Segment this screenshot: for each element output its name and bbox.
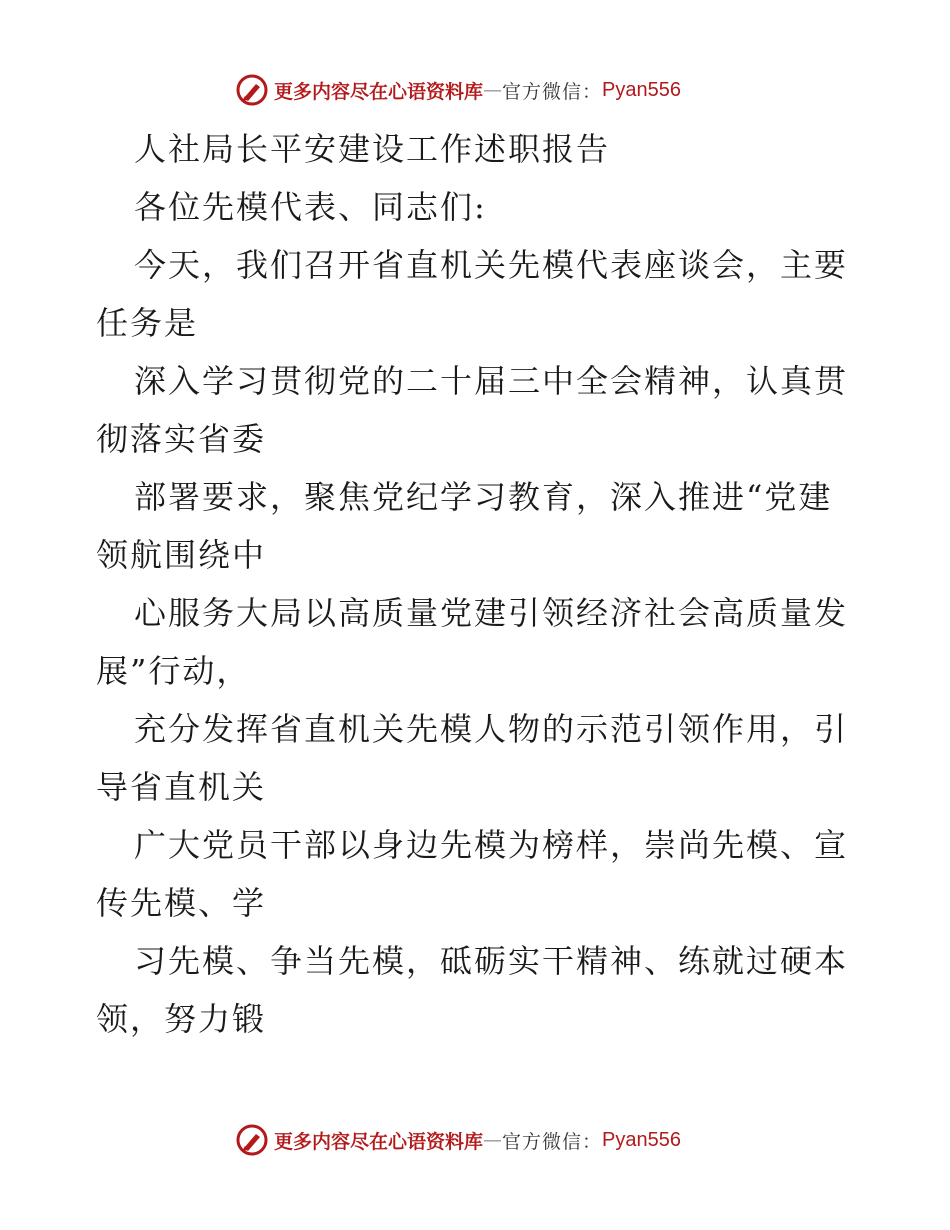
watermark-prefix: 官方微信： (502, 1130, 603, 1153)
text-line: 广大党员干部以身边先模为榜样，崇尚先模、宣 (134, 826, 849, 864)
footer-watermark (236, 1123, 681, 1157)
watermark-brand: 更多内容尽在心语资料库 (274, 1130, 484, 1153)
text-line: 今天，我们召开省直机关先模代表座谈会，主要 (134, 246, 849, 284)
watermark-separator: — (483, 79, 503, 101)
watermark-separator: — (483, 1129, 503, 1151)
text-line: 习先模、争当先模，砥砺实干精神、练就过硬本 (134, 942, 849, 980)
text-line: 展”行动， (96, 652, 251, 690)
pen-logo-icon (236, 1124, 268, 1156)
watermark-prefix: 官方微信： (502, 80, 603, 103)
document-body (96, 120, 856, 1048)
watermark-id: Pyan556 (602, 78, 681, 101)
text-line: 心服务大局以高质量党建引领经济社会高质量发 (134, 594, 849, 632)
text-line: 任务是 (96, 304, 199, 342)
text-line: 充分发挥省直机关先模人物的示范引领作用，引 (134, 710, 849, 748)
text-line: 领，努力锻 (96, 1000, 267, 1038)
text-line: 深入学习贯彻党的二十届三中全会精神，认真贯 (134, 362, 849, 400)
salutation-line: 各位先模代表、同志们: (134, 188, 487, 226)
header-watermark (236, 73, 681, 107)
text-line: 传先模、学 (96, 884, 267, 922)
text-line: 领航围绕中 (96, 536, 267, 574)
pen-logo-icon (236, 74, 268, 106)
watermark-brand: 更多内容尽在心语资料库 (274, 80, 484, 103)
text-line: 彻落实省委 (96, 420, 267, 458)
text-line: 导省直机关 (96, 768, 267, 806)
document-title: 人社局长平安建设工作述职报告 (134, 130, 611, 168)
watermark-id: Pyan556 (602, 1128, 681, 1151)
text-line: 部署要求，聚焦党纪学习教育，深入推进“党建 (134, 478, 833, 516)
